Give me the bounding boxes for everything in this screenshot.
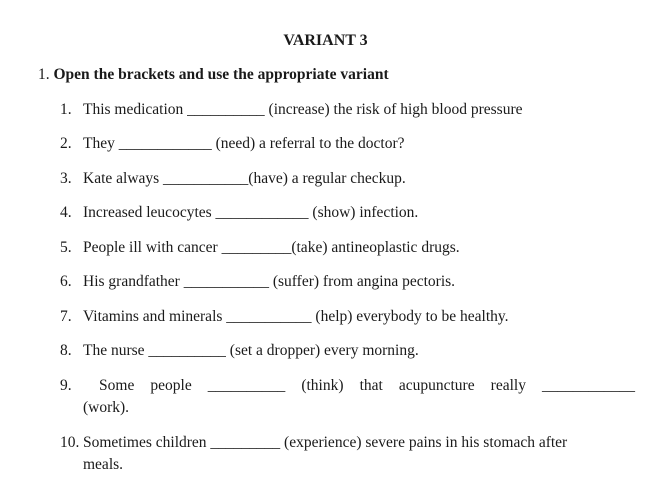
item-text: His grandfather ___________ (suffer) from angina pectoris.	[83, 273, 456, 290]
list-item	[60, 340, 635, 362]
list-item	[60, 202, 635, 224]
item-word: really	[490, 377, 526, 394]
item-word: that	[359, 377, 383, 394]
item-number: 1.	[60, 101, 72, 118]
item-word: acupuncture	[398, 377, 475, 394]
item-number: 6.	[60, 273, 72, 290]
list-item	[60, 306, 635, 328]
item-number: 10.	[60, 434, 80, 451]
item-number: 2.	[60, 135, 72, 152]
item-text: Sometimes children _________ (experience) severe pains in his stomach after	[83, 434, 568, 451]
list-item	[60, 237, 635, 259]
item-text: Increased leucocytes ____________ (show) infection.	[83, 204, 419, 221]
list-item	[60, 99, 635, 121]
item-word: Some	[99, 377, 135, 394]
item-text: People ill with cancer _________(take) antineoplastic drugs.	[83, 239, 460, 256]
task-number: 1.	[38, 66, 50, 83]
item-text: Vitamins and minerals ___________ (help) everybody to be healthy.	[83, 308, 509, 325]
item-word: people	[150, 377, 192, 394]
item-number: 3.	[60, 170, 72, 187]
item-blank: ____________	[542, 377, 635, 394]
page-title: VARIANT 3	[283, 32, 368, 49]
list-item	[60, 375, 635, 419]
list-item	[60, 432, 635, 476]
task-instruction: Open the brackets and use the appropriate variant	[53, 66, 389, 83]
item-line	[60, 375, 635, 397]
item-number: 5.	[60, 239, 72, 256]
list-item	[60, 271, 635, 293]
item-number: 8.	[60, 342, 72, 359]
item-blank: __________	[207, 377, 286, 394]
item-number: 9.	[60, 377, 72, 394]
item-continuation: meals.	[83, 456, 124, 473]
item-text: The nurse __________ (set a dropper) every morning.	[83, 342, 419, 359]
item-word: (think)	[301, 377, 344, 394]
list-item	[60, 133, 635, 155]
item-number: 7.	[60, 308, 72, 325]
item-continuation: (work).	[83, 399, 130, 416]
item-text: Kate always ___________(have) a regular checkup.	[83, 170, 406, 187]
item-text: They ____________ (need) a referral to the doctor?	[83, 135, 405, 152]
list-item	[60, 168, 635, 190]
task-heading	[38, 66, 389, 84]
item-text: This medication __________ (increase) the risk of high blood pressure	[83, 101, 523, 118]
item-number: 4.	[60, 204, 72, 221]
